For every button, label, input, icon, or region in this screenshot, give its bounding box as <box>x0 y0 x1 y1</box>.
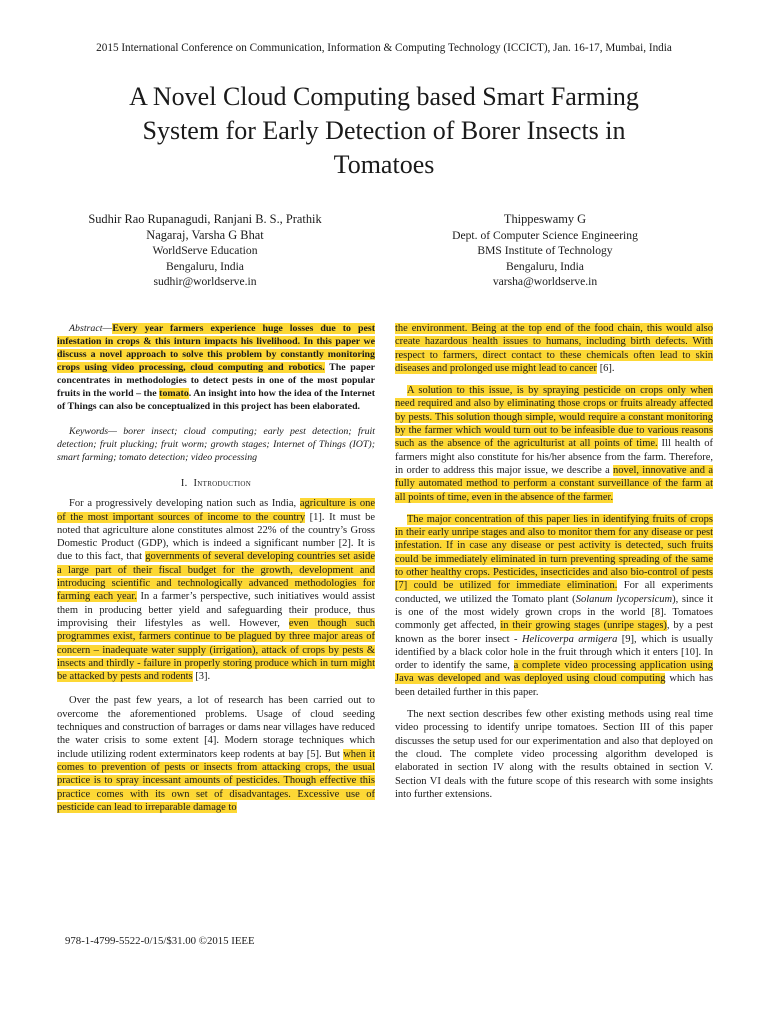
highlight: The major concentration of this paper lies in identifying fruits of crops in their early unripe stages and also to monitor them for any disease or pest infestation. If in case any disease or pest activity is detected, such fruits could be immediately eliminated in turn preventing spreading of the same to other healthy crops. Pesticides, insecticides and also bio-control of pests [7] could be utilized for immediate elimination. <box>395 513 713 592</box>
highlight: novel, innovative and a fully automated method to perform a constant surveillance of the farm at all points of time, even in the absence of the farmer. <box>395 464 713 503</box>
section-title: Introduction <box>193 478 252 489</box>
right-column <box>395 322 713 801</box>
highlight: a complete video processing application using Java was developed and was deployed using cloud computing <box>395 660 713 685</box>
paper-title <box>60 80 708 182</box>
abstract-label: Abstract <box>69 323 103 334</box>
author-email: varsha@worldserve.in <box>492 275 598 288</box>
copyright-footer: 978-1-4799-5522-0/15/$31.00 ©2015 IEEE <box>65 935 255 947</box>
abstract <box>57 322 375 413</box>
text: [3]. <box>192 671 211 683</box>
paragraph <box>395 513 713 699</box>
keywords-text: — borer insect; cloud computing; early pest detection; fruit detection; fruit plucking; fruit worm; growth stages; Internet of Things (IOT); smart farming; tomato detection; video processing <box>57 426 375 463</box>
author-block-2 <box>395 212 695 290</box>
author-names: Sudhir Rao Rupanagudi, Ranjani B. S., Prathik <box>88 212 322 226</box>
highlight: agriculture is one of the most important sources of income to the country <box>57 498 376 523</box>
section-number: I. <box>180 478 188 489</box>
text: For a progressively developing nation such as India, <box>69 498 300 510</box>
author-dept: Dept. of Computer Science Engineering <box>452 228 638 242</box>
paragraph <box>395 322 713 375</box>
text: which has been detailed further in this paper. <box>395 673 713 698</box>
author-city: Bengaluru, India <box>166 259 244 273</box>
text: ), since it is one of the most widely grown crops in the world [8]. Tomatoes commonly get affected, <box>395 593 714 632</box>
author-names: Thippeswamy G <box>503 212 587 226</box>
highlight: the environment. Being at the top end of the food chain, this would also create hazardous health issues to humans, including birth defects. With respect to farmers, direct contact to these chemicals often lead to skin diseases and prolonged use might lead to cancer <box>395 323 713 374</box>
text: [6]. <box>597 362 615 374</box>
author-city: Bengaluru, India <box>506 259 584 273</box>
italic-text: Helicoverpa armigera <box>521 633 618 645</box>
text: [1]. It must be noted that agriculture alone constitutes almost 22% of the country’s Gross Domestic Product (GDP), which is indeed a significant number [2]. It is due to this fact, that <box>57 511 375 563</box>
author-names: Nagaraj, Varsha G Bhat <box>146 227 264 242</box>
text: , by a pest known as the borer insect - <box>395 620 713 645</box>
abstract-text: The paper concentrates in methodologies to detect pests in one of the most popular fruits in the world – the <box>57 362 375 399</box>
highlight: when it comes to prevention of pests or insects from attacking crops, the usual practice is to spray incessant amounts of pesticides. Though effective this practice comes with its own set of disadvantages. Excessive use of pesticide can lead to irreparable damage to <box>57 748 376 813</box>
text: In a farmer’s perspective, such initiatives would assist them in producing better yield and safeguarding their produce, thus improvising their lifestyles as well. However, <box>57 591 375 629</box>
text: For all experiments conducted, we utilized the Tomato plant ( <box>395 580 713 605</box>
title-line: Tomatoes <box>333 150 435 179</box>
abstract-highlight: tomato <box>159 388 189 399</box>
highlight: in their growing stages (unripe stages) <box>500 620 667 632</box>
title-line: System for Early Detection of Borer Insects in <box>142 116 626 145</box>
author-org: WorldServe Education <box>152 244 258 257</box>
paragraph <box>395 384 713 504</box>
text: [9], which is usually identified by a black color hole in the fruit through which it enters [10]. In order to identify the same, <box>395 633 713 672</box>
paragraph: The next section describes few other existing methods using real time video processing to identify unripe tomatoes. Section III of this paper discusses the setup used for our experimentation and also that deployed on the cloud. The complete video processing algorithm developed is elaborated in section IV along with the results obtained in section V. Section VI deals with the future scope of this research with some insights into further extensions. <box>395 709 713 800</box>
author-org: BMS Institute of Technology <box>477 244 613 257</box>
title-line: A Novel Cloud Computing based Smart Farming <box>129 82 639 111</box>
text: Over the past few years, a lot of research has been carried out to overcome the aforementioned problems. Usage of cloud seeding techniques and construction of barrages or dams near villages have reduced the water crisis to some extent [4]. Modern storage techniques which include utilizing rodent exterminators keep rodents at bay [5]. But <box>57 695 375 760</box>
paragraph <box>57 694 375 814</box>
section-heading <box>57 477 375 490</box>
highlight: even though such programmes exist, farmers continue to be plagued by three major areas of concern – inadequate water supply (irrigation), attack of crops by pests & insects and thirdly - failure in properly storing produce which in turn might be attacked by pests and rodents <box>57 617 375 683</box>
text: Ill health of farmers might also constitute for his/her absence from the farm. Therefore, in order to address this major issue, we describe a <box>395 438 714 476</box>
left-column <box>57 322 375 814</box>
author-block-1 <box>55 212 355 290</box>
abstract-highlight: Every year farmers experience huge losses due to pest infestation in crops & this inturn impacts his livelihood. In this paper we discuss a novel approach to solve this problem by constantly monitoring crops using video processing, cloud computing and robotics. <box>57 323 375 373</box>
paragraph <box>57 497 375 683</box>
abstract-text: . An insight into how the idea of the Internet of Things can also be conceptualized in this project has been elaborated. <box>57 388 375 412</box>
abstract-dash: — <box>102 323 113 334</box>
keywords-label: Keywords <box>69 426 109 437</box>
highlight: A solution to this issue, is by spraying pesticide on crops only when need required and also by eliminating those crops or fruits already affected by pests. This solution though simple, would require a constant monitoring by the farmer which would turn out to be infeasible due to various reasons such as the absence of the agriculturist at all points of time. <box>395 385 713 450</box>
author-email: sudhir@worldserve.in <box>153 275 257 288</box>
keywords <box>57 425 375 464</box>
italic-text: Solanum lycopersicum <box>575 593 673 605</box>
conference-header: 2015 International Conference on Communication, Information & Computing Technology (ICCICT), Jan. 16-17, Mumbai, India <box>96 42 672 54</box>
highlight: governments of several developing countries set aside a large part of their fiscal budget for the growth, development and introducing scientific and technologically advanced methodologies for farming each year. <box>57 551 375 603</box>
